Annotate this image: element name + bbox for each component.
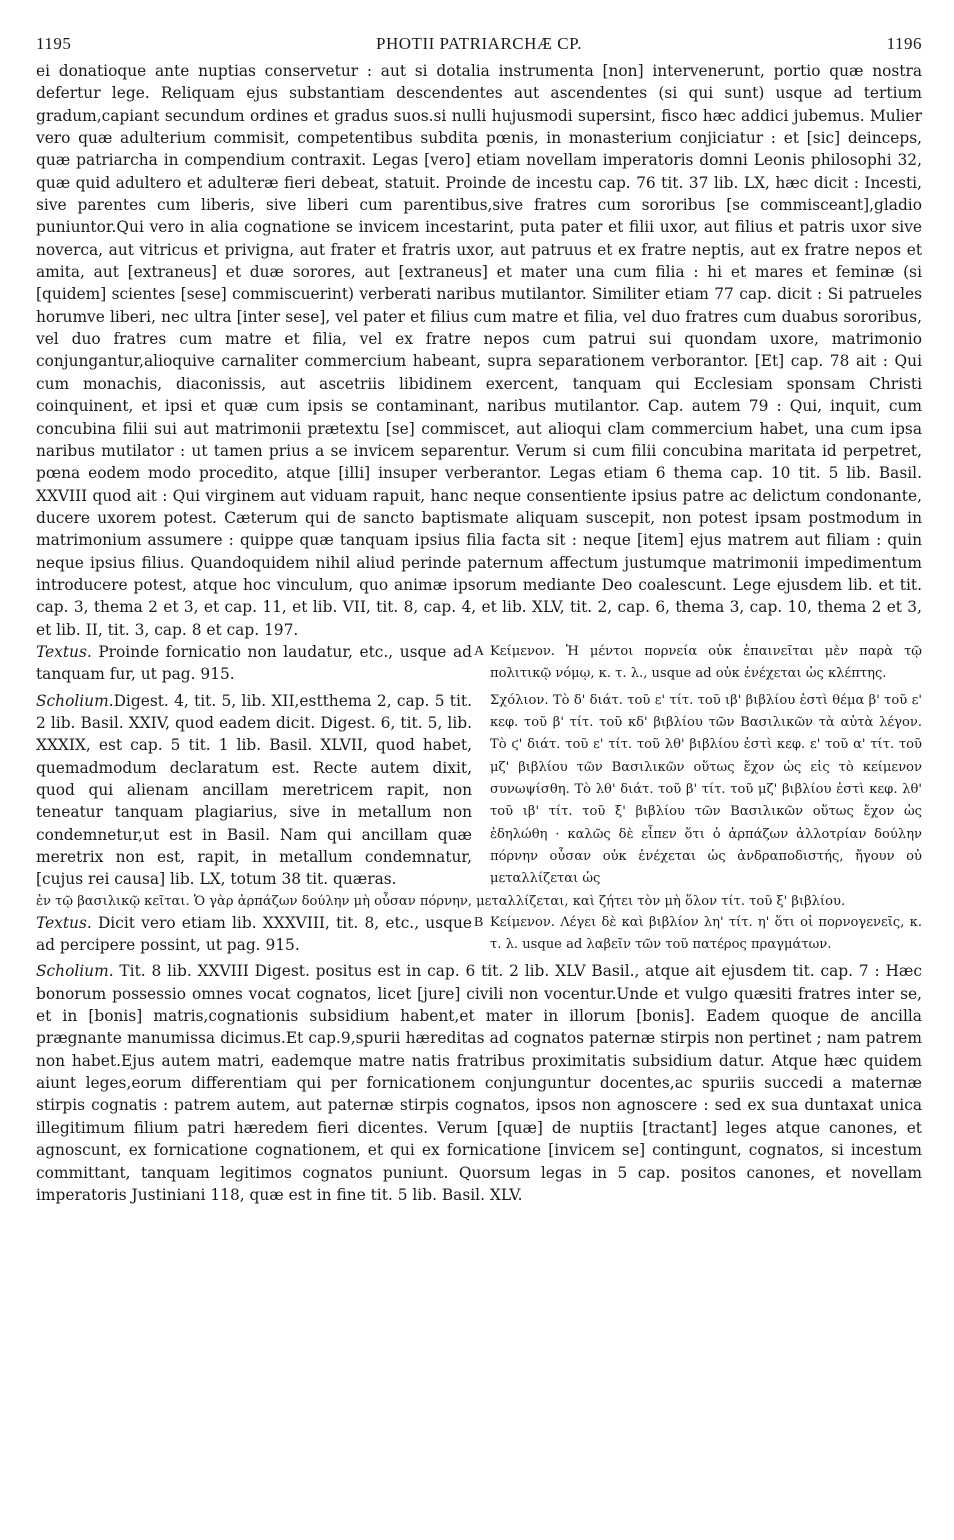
main-text-block — [36, 60, 922, 641]
scholium-a-label: Scholium. — [36, 691, 114, 710]
right-page-number: 1196 — [886, 34, 922, 53]
margin-marker-b: B — [474, 914, 484, 930]
scholium-b-label: Scholium. — [36, 962, 114, 981]
scholium-b-block — [36, 960, 922, 1206]
scholium-a-greek-continuation: ἐν τῷ βασιλικῷ κεῖται. Ὁ γὰρ ἁρπάζων δούλην μὴ οὖσαν πόρνην, μεταλλίζεται, καὶ ζήτει τὸν μὴ ὅλον τίτ. τοῦ ξ' βιβλίου. — [36, 893, 846, 909]
textus-a-label: Textus. — [36, 642, 92, 661]
textus-a-latin: Proinde fornicatio non laudatur, etc., usque ad tanquam fur, ut pag. 915. — [36, 642, 472, 684]
main-paragraph: ei donatioque ante nuptias conservetur : aut si dotalia instrumenta [non] intervenerunt, portio quæ nostra defertur lege. Reliquam ejus substantiam descendentes aut ascendentes (si qui sunt) usque ad tertium gradum,capiant secundum ordines et gradus suos.si nulli hujusmodi supersint, fisco hæc addici jubemus. Mulier vero quæ adulterium commisit, competentibus subdita pœnis, in monasterium conjiciatur : et [sic] deinceps, quæ patriarcha in compendium contraxit. Legas [vero] etiam novellam imperatoris domni Leonis philosophi 32, quæ quid adultero et adulteræ fieri debeat, statuit. Proinde de incestu cap. 76 tit. 37 lib. LX, hæc dicit : Incesti, sive parentes cum liberis, sive liberi cum parentibus,sive fratres cum sororibus [se commisceant],gladio puniuntor.Qui vero in alia cognatione se invicem incestarint, puta pater et filii uxor, aut filius et patris uxor sive noverca, aut vitricus et privigna, aut frater et fratris uxor, aut patruus et ex fratre neptis, aut ex fratre nepos et amita, aut [extraneus] et duæ sorores, aut [extraneus] et mater una cum filia : hi et mares et feminæ (si [quidem] scientes [sese] commiscuerint) verberati naribus mutilantor. Similiter etiam 77 cap. dicit : Si patrueles horumve liberi, nec ultra [inter sese], vel pater et filius cum matre et filia, vel duo fratres cum duabus sororibus, vel duo fratres cum matre et filia, vel ex fratre nepos cum patrui sui quondam uxore, matrimonio conjungantur,alioquive carnaliter commercium habeant, supra separationem verborantor. [Et] cap. 78 ait : Qui cum monachis, diaconissis, aut ascetriis libidinem exercent, tanquam qui Ecclesiam sponsam Christi coinquinent, et ipsi et quæ cum ipsis se contaminant, naribus mutilantor. Cap. autem 79 : Qui, inquit, cum concubina filii sui aut matrimonii prætextu [se] commiscet, aut alioqui clam commercium habet, una cum ipsa naribus mutilator : ut tamen prius a se invicem separentur. Verum si cum filii concubina maritata id perpetret, pœna eodem modo procedito, atque [illi] insuper verberantor. Legas etiam 6 thema cap. 10 tit. 5 lib. Basil. XXVIII quod ait : Qui virginem aut viduam rapuit, hanc neque consentiente ipsius patre ac delictum condonante, ducere uxorem potest. Cæterum qui de sancto baptismate aliquam suscepit, non potest ipsam postmodum in matrimonium assumere : quippe quæ tanquam ipsius filia facta sit : neque [item] ejus matrem aut filiam : quin neque ipsius filius. Quandoquidem nihil aliud perinde paternum affectum justumque matrimonii impedimentum introducere potest, atque hoc vinculum, quo animæ ipsorum mediante Deo coalescunt. Lege ejusdem lib. et tit. cap. 3, thema 2 et 3, et cap. 11, et lib. VII, tit. 8, cap. 4, et lib. XLV, tit. 2, cap. 6, thema 3, cap. 10, thema 2 et 3, et lib. II, tit. 3, cap. 8 et cap. 197. — [36, 62, 922, 639]
scholium-a-latin-column — [36, 690, 472, 891]
scholium-a-row — [36, 690, 922, 891]
left-page-number: 1195 — [36, 34, 72, 53]
textus-b-row — [36, 912, 922, 957]
textus-b-greek-column — [474, 912, 922, 957]
textus-b-latin-column — [36, 912, 472, 957]
margin-marker-a: A — [474, 643, 485, 659]
textus-a-row — [36, 641, 922, 686]
scholium-a-greek: Σχόλιον. Τὸ δ' διάτ. τοῦ ε' τίτ. τοῦ ιβ' βιβλίου ἐστὶ θέμα β' τοῦ ε' κεφ. τοῦ β' τίτ. τοῦ κδ' βιβλίου τῶν Βασιλικῶν τὰ αὐτὰ λέγον. Τὸ ϛ' διάτ. τοῦ ε' τίτ. τοῦ λθ' βιβλίου ἐστὶ κεφ. ε' τοῦ α' τίτ. τοῦ μζ' βιβλίου τῶν Βασιλικῶν οὕτως ἔχον ὡς εἰς τὸ κείμενον συνωψίσθη. Τὸ λθ' διάτ. τοῦ β' τίτ. τοῦ μζ' βιβλίου ἐστὶ κεφ. λθ' τοῦ ιβ' τίτ. τοῦ ξ' βιβλίου τῶν Βασιλικῶν οὕτως ἔχον ὡς ἐδηλώθη · καλῶς δὲ εἶπεν ὅτι ὁ ἁρπάζων ἀλλοτρίαν δούλην πόρνην οὖσαν οὐκ ἐνέχεται ὡς ἀνδραποδιστής, ἤγουν οὐ μεταλλίζεται ὡς — [490, 692, 922, 887]
scholium-a-greek-column — [490, 690, 922, 891]
scholium-a-latin: Digest. 4, tit. 5, lib. XII,estthema 2, cap. 5 tit. 2 lib. Basil. XXIV, quod eadem dicit. Digest. 6, tit. 5, lib. XXXIX, est cap. 5 tit. 1 lib. Basil. XLVII, quod habet, quemadmodum declaratum est. Recte autem dixit, quod qui alienam ancillam meretricem rapit, non teneatur tanquam plagiarius, sive in metallum non condemnetur,ut est in Basil. Nam qui ancillam quæ meretrix non est, rapit, in metallum condemnatur, [cujus rei causa] lib. LX, totum 38 tit. quæras. — [36, 691, 472, 889]
page — [36, 26, 922, 1206]
textus-b-label: Textus. — [36, 913, 92, 932]
running-header — [36, 26, 922, 60]
textus-a-latin-column — [36, 641, 472, 686]
textus-a-greek: Κείμενον. Ἡ μέντοι πορνεία οὐκ ἐπαινεῖται μὲν παρὰ τῷ πολιτικῷ νόμῳ, κ. τ. λ., usque ad οὐκ ἐνέχεται ὡς κλέπτης. — [490, 643, 922, 682]
textus-b-latin: Dicit vero etiam lib. XXXVIII, tit. 8, etc., usque ad percipere possint, ut pag. 915. — [36, 913, 472, 955]
scholium-b-text: Tit. 8 lib. XXVIII Digest. positus est in cap. 6 tit. 2 lib. XLV Basil., atque ait ejusdem tit. cap. 7 : Hæc bonorum possessio omnes vocat cognatos, licet [jure] civili non vocentur.Unde et vulgo quæsiti fratres inter se, et in [bonis] matris,cognationis subsidium habent,et mater in illorum [bonis]. Eadem quoque de ancilla prægnante manumissa dicimus.Et cap.9,spurii hæreditas ad cognatos paternæ stirpis non pertinet ; nam patrem non habet.Ejus autem matri, eademque matre natis fratribus proximitatis subsidium datur. Atque hæc quidem aiunt leges,eorum differentiam qui per fornicationem conjunguntur docentes,ac spuriis succedi a maternæ stirpis cognatis : patrem autem, aut paternæ stirpis cognatos, ipsos non agnoscere : sed ex sua duntaxat unica illegitimum filium patri hæredem fieri dicentes. Verum [quæ] de nuptiis [tractant] leges atque canones, et agnoscunt, ex fornicatione cognationem, et qui ex fornicatione [invicem se] contingunt, cognatos, si incestum committant, tanquam legitimos cognatos puniunt. Quorsum legas in 5 cap. positos canones, et novellam imperatoris Justiniani 118, quæ est in fine tit. 5 lib. Basil. XLV. — [36, 962, 922, 1204]
textus-b-greek: Κείμενον. Λέγει δὲ καὶ βιβλίον λη' τίτ. η' ὅτι οἱ πορνογενεῖς, κ. τ. λ. usque ad λαβεῖν τῶν τοῦ πατέρος πραγμάτων. — [490, 914, 922, 953]
textus-a-greek-column — [474, 641, 922, 686]
running-title: PHOTII PATRIARCHÆ CP. — [376, 34, 582, 53]
